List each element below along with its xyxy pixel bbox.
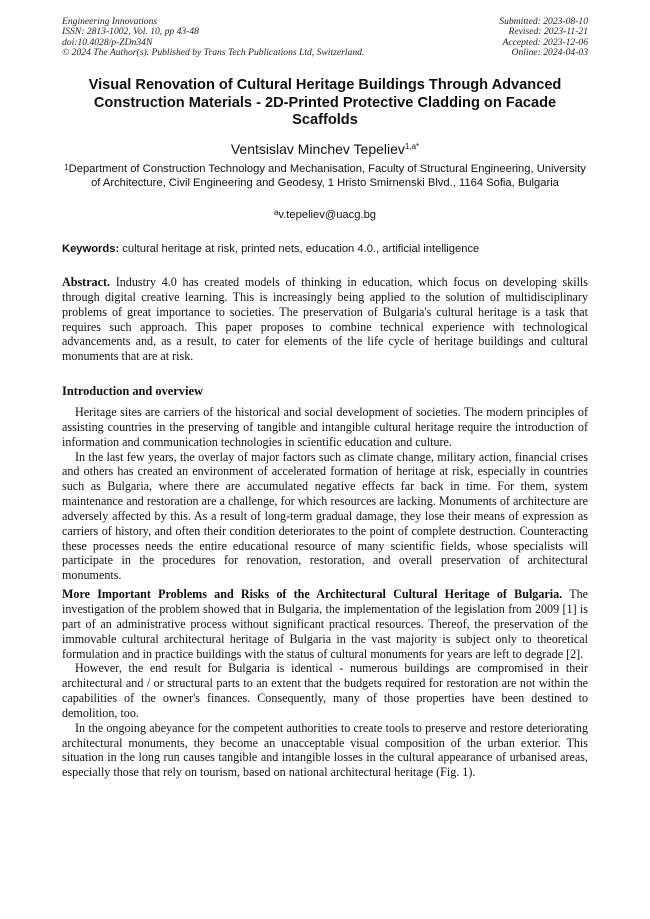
abstract-label: Abstract. <box>62 275 111 289</box>
email-superscript: a <box>273 208 279 217</box>
author-email <box>62 208 588 222</box>
journal-name: Engineering Innovations <box>62 16 158 27</box>
revised-date: Revised: 2023-11-21 <box>508 26 588 38</box>
run-in-heading: More Important Problems and Risks of the Architectural Cultural Heritage of Bulgaria. <box>62 587 563 602</box>
affiliation <box>62 163 588 190</box>
submitted-date: Submitted: 2023-08-10 <box>499 16 588 27</box>
section-heading-introduction: Introduction and overview <box>62 384 203 398</box>
keywords-text: cultural heritage at risk, printed nets, education 4.0., artificial intelligence <box>119 243 480 255</box>
author-superscript: 1,a* <box>404 142 420 151</box>
paragraph-with-run-in-heading <box>62 587 588 661</box>
paragraph: Heritage sites are carriers of the historical and social development of societies. The modern principles of assisting countries in the preserving of tangible and intangible cultural heritage require the introduction of information and communication technologies in scientific education and culture. <box>62 405 588 449</box>
author-name: Ventsislav Minchev Tepeliev <box>230 141 405 157</box>
keywords <box>62 242 588 256</box>
author-line <box>62 140 588 158</box>
abstract-text: Industry 4.0 has created models of thinking in education, which focus on developing skills through digital creative learning. This is increasingly being applied to the solution of multidisciplinary problems of great importance to societies. The preservation of Bulgaria's cultural heritage is a task that requires such approach. This paper proposes to combine technical experience with technological advancements and, as a result, to cater for elements of the life cycle of heritage buildings and cultural monuments that are at risk. <box>62 275 588 364</box>
journal-header-left <box>62 17 364 59</box>
paragraph: In the last few years, the overlay of major factors such as climate change, military action, financial crises and others has created an environment of accelerated formation of heritage at risk, especially in countries such as Bulgaria, where there are accumulated negative effects far back in time. For them, system maintenance and restoration are a challenge, for which resources are lacking. Monuments of architecture are adversely affected by this. As a result of long-term gradual damage, they lose their means of expression as carriers of history, and often their condition deteriorates to the point of complete destruction. Counteracting these processes needs the entire educational resource of many scientific fields, whose specialists will participate in the procedures for renovation, restoration, and overall preservation of architectural monuments. <box>62 449 588 583</box>
journal-doi[interactable]: doi:10.4028/p-ZDn34N <box>62 36 153 48</box>
copyright-line: © 2024 The Author(s). Published by Trans Tech Publications Ltd, Switzerland. <box>62 47 365 59</box>
paragraph: In the ongoing abeyance for the competent authorities to create tools to preserve and restore deteriorating architectural monuments, they become an unacceptable visual composition of the urban exterior. This situation in the long run causes tangible and intangible losses in the cultural appearance of urbanised areas, especially those that rely on tourism, based on national architectural heritage (Fig. 1). <box>62 720 588 780</box>
paper-title: Visual Renovation of Cultural Heritage Buildings Through Advanced Construction Materials - 2D-Printed Protective Cladding on Facade Scaffolds <box>88 77 562 128</box>
accepted-date: Accepted: 2023-12-06 <box>502 36 588 48</box>
affiliation-superscript: 1 <box>64 163 69 172</box>
journal-header-right <box>499 17 588 59</box>
abstract <box>62 275 588 364</box>
paragraph: However, the end result for Bulgaria is identical - numerous buildings are compromised in their architectural and / or structural parts to an extent that the budgets required for restoration are not within the capabilities of the owner's finances. Consequently, many of those properties have been destined to demolition, too. <box>62 661 588 720</box>
email-address[interactable]: v.tepeliev@uacg.bg <box>278 209 377 221</box>
affiliation-text: Department of Construction Technology and Mechanisation, Faculty of Structural Engineering, University of Architecture, Civil Engineering and Geodesy, 1 Hristo Smirnenski Blvd., 1164 Sofia, Bulgaria <box>68 163 586 189</box>
online-date: Online: 2024-04-03 <box>511 47 588 59</box>
keywords-label: Keywords: <box>62 243 120 255</box>
introduction-body <box>62 405 588 780</box>
paragraph-text: The investigation of the problem showed that in Bulgaria, the implementation of the legislation from 2009 [1] is part of an administrative process without significant practical resources. Thereof, the preservation of the immovable cultural architectural heritage of Bulgaria in the vast majority is subject only to theoretical formulation and in practice buildings with the status of cultural monuments for years are left to degrade [2]. <box>62 587 588 661</box>
journal-issn: ISSN: 2813-1002, Vol. 10, pp 43-48 <box>62 26 199 38</box>
